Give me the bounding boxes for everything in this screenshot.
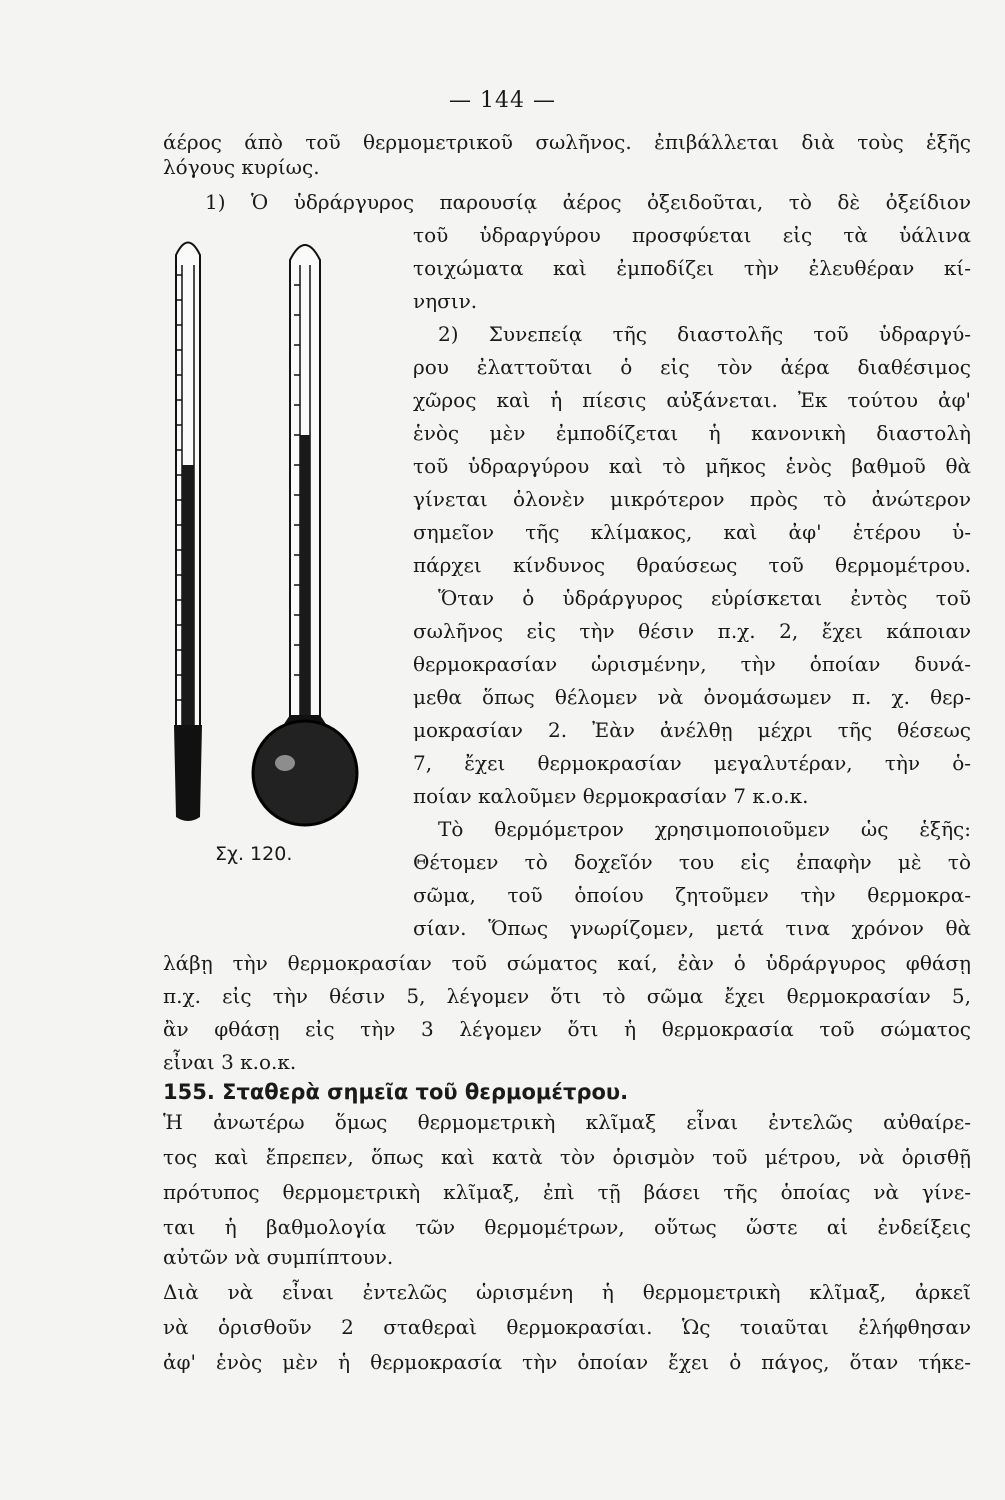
text-line: ἂν φθάσῃ εἰς τὴν 3 λέγομεν ὅτι ἡ θερμοκρασία τοῦ σώματος	[163, 1017, 971, 1041]
text-line: χῶρος καὶ ἡ πίεσις αὐξάνεται. Ἐκ τούτου ἀφ'	[413, 388, 971, 412]
text-line: τοιχώματα καὶ ἐμποδίζει τὴν ἐλευθέραν κί-	[413, 256, 971, 280]
text-line: π.χ. εἰς τὴν θέσιν 5, λέγομεν ὅτι τὸ σῶμα ἔχει θερμοκρασίαν 5,	[163, 984, 971, 1008]
text-line: 7, ἔχει θερμοκρασίαν μεγαλυτέραν, τὴν ὁ-	[413, 751, 971, 775]
text-line: νὰ ὁρισθοῦν 2 σταθεραὶ θερμοκρασίαι. Ὡς τοιαῦται ἐλήφθησαν	[163, 1315, 971, 1339]
text-line: Ἡ ἀνωτέρω ὅμως θερμομετρικὴ κλῖμαξ εἶναι ἐντελῶς αὐθαίρε-	[163, 1110, 971, 1134]
text-line: νησιν.	[413, 289, 478, 313]
text-line: άέρος άπὸ τοῦ θερμομετρικοῦ σωλῆνος. ἐπιβάλλεται διὰ τοὺς ἑξῆς	[163, 130, 971, 154]
text-line: σωλῆνος εἰς τὴν θέσιν π.χ. 2, ἔχει κάποιαν	[413, 619, 971, 643]
text-line: Τὸ θερμόμετρον χρησιμοποιοῦμεν ὡς ἑξῆς:	[438, 817, 971, 841]
text-line: σίαν. Ὅπως γνωρίζομεν, μετά τινα χρόνον θὰ	[413, 916, 971, 940]
text-line: πάρχει κίνδυνος θραύσεως τοῦ θερμομέτρου.	[413, 553, 971, 577]
text-line: Θέτομεν τὸ δοχεῖόν του εἰς ἐπαφὴν μὲ τὸ	[413, 850, 971, 874]
thermometer-figure	[160, 225, 375, 865]
text-line: λόγους κυρίως.	[163, 155, 320, 179]
text-line: Ὅταν ὁ ὑδράργυρος εὑρίσκεται ἐντὸς τοῦ	[438, 586, 971, 610]
text-line: ἀφ' ἑνὸς μὲν ἡ θερμοκρασία τὴν ὁποίαν ἔχει ὁ πάγος, ὅταν τήκε-	[163, 1350, 971, 1374]
text-line: Διὰ νὰ εἶναι ἐντελῶς ὡρισμένη ἡ θερμομετρικὴ κλῖμαξ, ἀρκεῖ	[163, 1280, 971, 1304]
text-line: 2) Συνεπείᾳ τῆς διαστολῆς τοῦ ὑδραργύ-	[438, 322, 971, 346]
text-line: 1) Ὁ ὑδράργυρος παρουσίᾳ ἀέρος ὀξειδοῦται, τὸ δὲ ὀξείδιον	[205, 190, 971, 214]
text-line: εἶναι 3 κ.ο.κ.	[163, 1050, 297, 1074]
text-line: τοῦ ὑδραργύρου προσφύεται εἰς τὰ ὑάλινα	[413, 223, 971, 247]
figure-caption: Σχ. 120.	[215, 843, 293, 865]
text-line: θερμοκρασίαν ὡρισμένην, τὴν ὁποίαν δυνά-	[413, 652, 971, 676]
text-line: μεθα ὅπως θέλομεν νὰ ὀνομάσωμεν π. χ. θερ-	[413, 685, 971, 709]
text-line: σημεῖον τῆς κλίμακος, καὶ ἀφ' ἑτέρου ὑ-	[413, 520, 971, 544]
text-line: τοῦ ὑδραργύρου καὶ τὸ μῆκος ἑνὸς βαθμοῦ θὰ	[413, 454, 971, 478]
text-line: τος καὶ ἔπρεπεν, ὅπως καὶ κατὰ τὸν ὁρισμὸν τοῦ μέτρου, νὰ ὁρισθῇ	[163, 1145, 971, 1169]
text-line: μοκρασίαν 2. Ἐὰν ἀνέλθῃ μέχρι τῆς θέσεως	[413, 718, 971, 742]
text-line: ρου ἐλαττοῦται ὁ εἰς τὸν ἀέρα διαθέσιμος	[413, 355, 971, 379]
text-line: ἑνὸς μὲν ἐμποδίζεται ἡ κανονικὴ διαστολὴ	[413, 421, 971, 445]
right-thermometer	[253, 245, 357, 825]
text-line: αὐτῶν νὰ συμπίπτουν.	[163, 1245, 394, 1269]
text-line: λάβῃ τὴν θερμοκρασίαν τοῦ σώματος καί, ἐὰν ὁ ὑδράργυρος φθάσῃ	[163, 951, 971, 975]
text-line: πρότυπος θερμομετρικὴ κλῖμαξ, ἐπὶ τῇ βάσει τῆς ὁποίας νὰ γίνε-	[163, 1180, 971, 1204]
thermometers-illustration	[160, 225, 375, 865]
text-line: σῶμα, τοῦ ὁποίου ζητοῦμεν τὴν θερμοκρα-	[413, 883, 971, 907]
section-heading: 155. Σταθερὰ σημεῖα τοῦ θερμομέτρου.	[163, 1080, 629, 1104]
text-line: γίνεται ὁλονὲν μικρότερον πρὸς τὸ ἀνώτερον	[413, 487, 971, 511]
page-number: — 144 —	[449, 88, 556, 113]
left-thermometer	[174, 243, 202, 822]
text-line: ποίαν καλοῦμεν θερμοκρασίαν 7 κ.ο.κ.	[413, 784, 809, 808]
text-line: ται ἡ βαθμολογία τῶν θερμομέτρων, οὕτως ὥστε αἱ ἐνδείξεις	[163, 1215, 971, 1239]
